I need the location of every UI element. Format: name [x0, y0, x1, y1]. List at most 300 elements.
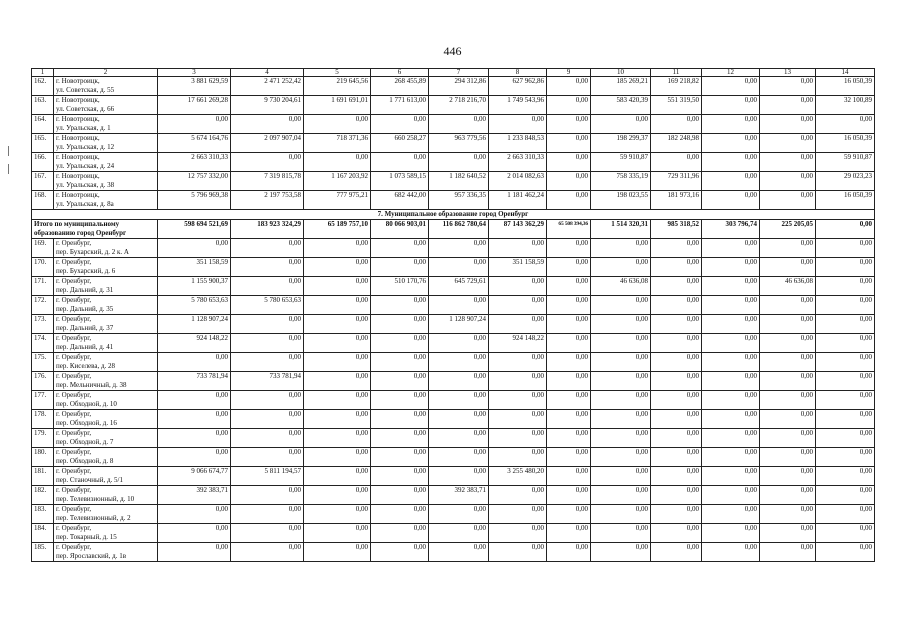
- cell-value: 0,00: [547, 258, 591, 277]
- cell-value: 0,00: [760, 115, 816, 134]
- cell-value: 7 319 815,78: [231, 172, 304, 191]
- cell-value: 12 757 332,00: [158, 172, 231, 191]
- cell-value: 1 167 203,92: [304, 172, 371, 191]
- cell-value: 0,00: [702, 277, 760, 296]
- row-number: 172.: [32, 296, 54, 315]
- cell-value: 0,00: [760, 391, 816, 410]
- table-row: [32, 448, 875, 467]
- row-number: 169.: [32, 239, 54, 258]
- table-row: [32, 277, 875, 296]
- cell-value: 0,00: [429, 391, 489, 410]
- cell-value: 0,00: [702, 239, 760, 258]
- cell-value: 0,00: [591, 353, 651, 372]
- row-address: г. Оренбург, пер. Телевизионный, д. 10: [54, 486, 158, 505]
- cell-value: 0,00: [547, 315, 591, 334]
- cell-value: 0,00: [547, 191, 591, 210]
- cell-value: 2 718 216,70: [429, 96, 489, 115]
- row-address: г. Новотроицк, ул. Советская, д. 66: [54, 96, 158, 115]
- cell-value: 0,00: [591, 410, 651, 429]
- cell-value: 0,00: [304, 391, 371, 410]
- cell-value: 185 269,21: [591, 77, 651, 96]
- cell-value: 0,00: [371, 153, 429, 172]
- cell-value: 0,00: [591, 296, 651, 315]
- total-value: 183 923 324,29: [231, 220, 304, 239]
- cell-value: 0,00: [371, 372, 429, 391]
- cell-value: 0,00: [547, 115, 591, 134]
- cell-value: 0,00: [816, 353, 875, 372]
- cell-value: 0,00: [651, 543, 702, 562]
- cell-value: 0,00: [702, 115, 760, 134]
- cell-value: 0,00: [304, 410, 371, 429]
- cell-value: 0,00: [371, 334, 429, 353]
- table-row: [32, 372, 875, 391]
- cell-value: 0,00: [489, 391, 547, 410]
- cell-value: 0,00: [304, 315, 371, 334]
- cell-value: 0,00: [158, 353, 231, 372]
- cell-value: 0,00: [429, 372, 489, 391]
- cell-value: 0,00: [591, 391, 651, 410]
- cell-value: 0,00: [702, 467, 760, 486]
- cell-value: 0,00: [816, 467, 875, 486]
- section-title: 7. Муниципальное образование город Оренбург: [32, 210, 875, 220]
- cell-value: 718 371,36: [304, 134, 371, 153]
- cell-value: 0,00: [371, 543, 429, 562]
- total-value: 65 189 757,10: [304, 220, 371, 239]
- cell-value: 0,00: [591, 543, 651, 562]
- row-address: г. Оренбург, пер. Обходной, д. 10: [54, 391, 158, 410]
- cell-value: 0,00: [760, 191, 816, 210]
- cell-value: 0,00: [371, 353, 429, 372]
- total-value: 598 694 521,69: [158, 220, 231, 239]
- row-address: г. Оренбург, пер. Бухарский, д. 6: [54, 258, 158, 277]
- cell-value: 0,00: [760, 353, 816, 372]
- row-number: 182.: [32, 486, 54, 505]
- column-header: 1: [32, 69, 54, 77]
- cell-value: 392 383,71: [429, 486, 489, 505]
- cell-value: 0,00: [371, 296, 429, 315]
- cell-value: 0,00: [489, 372, 547, 391]
- cell-value: 0,00: [371, 410, 429, 429]
- cell-value: 59 910,87: [816, 153, 875, 172]
- cell-value: 2 471 252,42: [231, 77, 304, 96]
- cell-value: 1 691 691,01: [304, 96, 371, 115]
- cell-value: 0,00: [231, 153, 304, 172]
- cell-value: 0,00: [304, 353, 371, 372]
- table-row: [32, 96, 875, 115]
- table-row: [32, 239, 875, 258]
- cell-value: 1 749 543,96: [489, 96, 547, 115]
- cell-value: 0,00: [231, 239, 304, 258]
- cell-value: 3 881 629,59: [158, 77, 231, 96]
- cell-value: 0,00: [591, 429, 651, 448]
- cell-value: 963 779,56: [429, 134, 489, 153]
- cell-value: 0,00: [547, 486, 591, 505]
- cell-value: 0,00: [304, 429, 371, 448]
- cell-value: 0,00: [760, 543, 816, 562]
- table-row: [32, 429, 875, 448]
- cell-value: 0,00: [304, 277, 371, 296]
- cell-value: 0,00: [760, 505, 816, 524]
- cell-value: 0,00: [429, 429, 489, 448]
- cell-value: 0,00: [760, 315, 816, 334]
- total-value: 985 318,52: [651, 220, 702, 239]
- cell-value: 0,00: [304, 448, 371, 467]
- cell-value: 0,00: [304, 505, 371, 524]
- cell-value: 0,00: [231, 115, 304, 134]
- cell-value: 0,00: [231, 448, 304, 467]
- cell-value: 198 299,37: [591, 134, 651, 153]
- cell-value: 0,00: [304, 467, 371, 486]
- cell-value: 351 158,59: [489, 258, 547, 277]
- cell-value: 0,00: [591, 505, 651, 524]
- table-row: [32, 134, 875, 153]
- cell-value: 0,00: [702, 258, 760, 277]
- cell-value: 729 311,96: [651, 172, 702, 191]
- table-row: [32, 77, 875, 96]
- cell-value: 0,00: [547, 391, 591, 410]
- cell-value: 0,00: [547, 410, 591, 429]
- cell-value: 0,00: [816, 277, 875, 296]
- cell-value: 0,00: [547, 372, 591, 391]
- row-address: г. Оренбург, пер. Токарный, д. 15: [54, 524, 158, 543]
- cell-value: 733 781,94: [231, 372, 304, 391]
- row-number: 183.: [32, 505, 54, 524]
- cell-value: 0,00: [231, 486, 304, 505]
- row-number: 173.: [32, 315, 54, 334]
- table-row: [32, 315, 875, 334]
- total-value: 225 205,05: [760, 220, 816, 239]
- cell-value: 0,00: [760, 134, 816, 153]
- cell-value: 392 383,71: [158, 486, 231, 505]
- table-row: [32, 258, 875, 277]
- cell-value: 0,00: [231, 505, 304, 524]
- row-number: 171.: [32, 277, 54, 296]
- cell-value: 0,00: [231, 429, 304, 448]
- cell-value: 733 781,94: [158, 372, 231, 391]
- cell-value: 0,00: [760, 172, 816, 191]
- cell-value: 0,00: [760, 467, 816, 486]
- cell-value: 0,00: [547, 153, 591, 172]
- row-address: г. Оренбург, пер. Дальний, д. 31: [54, 277, 158, 296]
- cell-value: 9 730 204,61: [231, 96, 304, 115]
- column-header: 10: [591, 69, 651, 77]
- cell-value: 198 023,55: [591, 191, 651, 210]
- cell-value: 0,00: [429, 296, 489, 315]
- cell-value: 0,00: [231, 524, 304, 543]
- cell-value: 3 255 480,20: [489, 467, 547, 486]
- table-row: [32, 543, 875, 562]
- row-number: 175.: [32, 353, 54, 372]
- row-address: г. Оренбург, пер. Станочный, д. 5/1: [54, 467, 158, 486]
- cell-value: 0,00: [591, 115, 651, 134]
- cell-value: 0,00: [702, 172, 760, 191]
- cell-value: 16 050,39: [816, 134, 875, 153]
- cell-value: 0,00: [651, 524, 702, 543]
- row-number: 185.: [32, 543, 54, 562]
- cell-value: 0,00: [158, 115, 231, 134]
- table-row: [32, 334, 875, 353]
- cell-value: 0,00: [429, 524, 489, 543]
- cell-value: 5 796 969,38: [158, 191, 231, 210]
- cell-value: 0,00: [702, 153, 760, 172]
- total-value: 0,00: [816, 220, 875, 239]
- cell-value: 0,00: [547, 353, 591, 372]
- cell-value: 0,00: [371, 448, 429, 467]
- cell-value: 0,00: [547, 277, 591, 296]
- cell-value: 0,00: [489, 524, 547, 543]
- cell-value: 0,00: [158, 448, 231, 467]
- row-number: 166.: [32, 153, 54, 172]
- cell-value: 551 319,50: [651, 96, 702, 115]
- header-row: [32, 69, 875, 77]
- cell-value: 1 128 907,24: [429, 315, 489, 334]
- cell-value: 0,00: [651, 277, 702, 296]
- cell-value: 0,00: [651, 410, 702, 429]
- row-number: 180.: [32, 448, 54, 467]
- cell-value: 0,00: [547, 543, 591, 562]
- cell-value: 0,00: [702, 505, 760, 524]
- cell-value: 0,00: [760, 429, 816, 448]
- cell-value: 0,00: [702, 191, 760, 210]
- cell-value: 0,00: [816, 429, 875, 448]
- data-table: [31, 68, 875, 562]
- cell-value: 0,00: [816, 505, 875, 524]
- cell-value: 645 729,61: [429, 277, 489, 296]
- column-header: 9: [547, 69, 591, 77]
- table-row: [32, 410, 875, 429]
- cell-value: 0,00: [651, 153, 702, 172]
- margin-marks: [8, 146, 14, 182]
- cell-value: 627 962,86: [489, 77, 547, 96]
- cell-value: 0,00: [547, 77, 591, 96]
- cell-value: 0,00: [816, 334, 875, 353]
- cell-value: 0,00: [304, 296, 371, 315]
- row-address: г. Оренбург, пер. Обходной, д. 8: [54, 448, 158, 467]
- cell-value: 9 066 674,77: [158, 467, 231, 486]
- cell-value: 0,00: [591, 486, 651, 505]
- cell-value: 957 336,35: [429, 191, 489, 210]
- cell-value: 0,00: [651, 372, 702, 391]
- cell-value: 0,00: [702, 543, 760, 562]
- row-number: 164.: [32, 115, 54, 134]
- cell-value: 758 335,19: [591, 172, 651, 191]
- cell-value: 29 023,23: [816, 172, 875, 191]
- cell-value: 0,00: [816, 258, 875, 277]
- cell-value: 0,00: [760, 334, 816, 353]
- cell-value: 0,00: [651, 448, 702, 467]
- cell-value: 0,00: [702, 524, 760, 543]
- cell-value: 0,00: [304, 239, 371, 258]
- cell-value: 169 218,82: [651, 77, 702, 96]
- cell-value: 46 636,08: [760, 277, 816, 296]
- cell-value: 0,00: [429, 353, 489, 372]
- cell-value: 0,00: [760, 77, 816, 96]
- cell-value: 0,00: [429, 153, 489, 172]
- cell-value: 5 674 164,76: [158, 134, 231, 153]
- cell-value: 16 050,39: [816, 191, 875, 210]
- cell-value: 0,00: [371, 115, 429, 134]
- cell-value: 0,00: [231, 334, 304, 353]
- cell-value: 0,00: [591, 315, 651, 334]
- cell-value: 0,00: [371, 429, 429, 448]
- row-number: 162.: [32, 77, 54, 96]
- cell-value: 0,00: [702, 372, 760, 391]
- column-header: 11: [651, 69, 702, 77]
- cell-value: 0,00: [547, 134, 591, 153]
- cell-value: 0,00: [816, 296, 875, 315]
- total-value: 87 143 362,29: [489, 220, 547, 239]
- table-row: [32, 353, 875, 372]
- cell-value: 0,00: [489, 353, 547, 372]
- cell-value: 5 780 653,63: [231, 296, 304, 315]
- cell-value: 0,00: [304, 486, 371, 505]
- row-address: г. Оренбург, пер. Обходной, д. 16: [54, 410, 158, 429]
- cell-value: 268 455,89: [371, 77, 429, 96]
- cell-value: 59 910,87: [591, 153, 651, 172]
- cell-value: 0,00: [158, 391, 231, 410]
- cell-value: 0,00: [547, 239, 591, 258]
- cell-value: 0,00: [547, 505, 591, 524]
- cell-value: 0,00: [231, 391, 304, 410]
- table-row: [32, 115, 875, 134]
- column-header: 5: [304, 69, 371, 77]
- total-value: 1 514 320,31: [591, 220, 651, 239]
- row-number: 179.: [32, 429, 54, 448]
- cell-value: 5 811 194,57: [231, 467, 304, 486]
- table-row: [32, 391, 875, 410]
- cell-value: 0,00: [816, 524, 875, 543]
- cell-value: 16 050,39: [816, 77, 875, 96]
- cell-value: 46 636,08: [591, 277, 651, 296]
- cell-value: 0,00: [158, 239, 231, 258]
- cell-value: 0,00: [489, 239, 547, 258]
- cell-value: 0,00: [760, 524, 816, 543]
- cell-value: 0,00: [547, 296, 591, 315]
- cell-value: 583 420,39: [591, 96, 651, 115]
- row-address: г. Оренбург, пер. Бухарский, д. 2 к. А: [54, 239, 158, 258]
- cell-value: 0,00: [489, 505, 547, 524]
- row-address: г. Оренбург, пер. Телевизионный, д. 2: [54, 505, 158, 524]
- cell-value: 2 663 310,33: [489, 153, 547, 172]
- cell-value: 0,00: [702, 134, 760, 153]
- cell-value: 0,00: [231, 258, 304, 277]
- cell-value: 5 780 653,63: [158, 296, 231, 315]
- column-header: 8: [489, 69, 547, 77]
- cell-value: 0,00: [591, 372, 651, 391]
- cell-value: 0,00: [702, 410, 760, 429]
- cell-value: 0,00: [429, 334, 489, 353]
- cell-value: 0,00: [547, 467, 591, 486]
- cell-value: 0,00: [371, 524, 429, 543]
- row-address: г. Оренбург, пер. Киселева, д. 28: [54, 353, 158, 372]
- cell-value: 0,00: [651, 429, 702, 448]
- total-value: 65 508 394,36: [547, 220, 591, 239]
- row-address: г. Новотроицк, ул. Уральская, д. 1: [54, 115, 158, 134]
- row-number: 181.: [32, 467, 54, 486]
- cell-value: 0,00: [760, 448, 816, 467]
- cell-value: 0,00: [304, 543, 371, 562]
- column-header: 13: [760, 69, 816, 77]
- cell-value: 0,00: [760, 410, 816, 429]
- cell-value: 1 073 589,15: [371, 172, 429, 191]
- table-row: [32, 153, 875, 172]
- cell-value: 682 442,00: [371, 191, 429, 210]
- page-number: 446: [443, 44, 462, 58]
- cell-value: 0,00: [429, 505, 489, 524]
- row-address: г. Оренбург, пер. Дальний, д. 41: [54, 334, 158, 353]
- cell-value: 1 771 613,00: [371, 96, 429, 115]
- cell-value: 0,00: [429, 410, 489, 429]
- cell-value: 0,00: [591, 448, 651, 467]
- column-header: 7: [429, 69, 489, 77]
- cell-value: 0,00: [816, 391, 875, 410]
- column-header: 2: [54, 69, 158, 77]
- cell-value: 0,00: [702, 391, 760, 410]
- cell-value: 0,00: [158, 505, 231, 524]
- cell-value: 0,00: [158, 429, 231, 448]
- cell-value: 924 148,22: [489, 334, 547, 353]
- cell-value: 1 181 462,24: [489, 191, 547, 210]
- cell-value: 0,00: [547, 96, 591, 115]
- column-header: 12: [702, 69, 760, 77]
- table-body: [32, 69, 875, 562]
- row-address: г. Оренбург, пер. Ярославский, д. 1в: [54, 543, 158, 562]
- cell-value: 0,00: [489, 410, 547, 429]
- cell-value: 0,00: [371, 467, 429, 486]
- cell-value: 0,00: [231, 410, 304, 429]
- cell-value: 0,00: [760, 96, 816, 115]
- row-address: г. Новотроицк, ул. Уральская, д. 12: [54, 134, 158, 153]
- table-row: [32, 467, 875, 486]
- cell-value: 0,00: [489, 429, 547, 448]
- cell-value: 0,00: [371, 315, 429, 334]
- row-number: 167.: [32, 172, 54, 191]
- column-header: 4: [231, 69, 304, 77]
- cell-value: 0,00: [591, 334, 651, 353]
- row-number: 174.: [32, 334, 54, 353]
- cell-value: 0,00: [816, 543, 875, 562]
- row-address: г. Оренбург, пер. Дальний, д. 35: [54, 296, 158, 315]
- cell-value: 0,00: [816, 115, 875, 134]
- cell-value: 32 100,89: [816, 96, 875, 115]
- cell-value: 0,00: [591, 239, 651, 258]
- cell-value: 0,00: [489, 448, 547, 467]
- table-row: [32, 505, 875, 524]
- row-address: г. Новотроицк, ул. Уральская, д. 24: [54, 153, 158, 172]
- cell-value: 0,00: [547, 429, 591, 448]
- cell-value: 0,00: [816, 410, 875, 429]
- cell-value: 0,00: [304, 115, 371, 134]
- cell-value: 0,00: [547, 334, 591, 353]
- cell-value: 0,00: [651, 486, 702, 505]
- cell-value: 0,00: [760, 239, 816, 258]
- row-number: 170.: [32, 258, 54, 277]
- cell-value: 0,00: [429, 258, 489, 277]
- table-row: [32, 296, 875, 315]
- row-number: 165.: [32, 134, 54, 153]
- cell-value: 0,00: [760, 153, 816, 172]
- cell-value: 0,00: [651, 315, 702, 334]
- row-address: г. Оренбург, пер. Обходной, д. 7: [54, 429, 158, 448]
- cell-value: 0,00: [816, 448, 875, 467]
- cell-value: 0,00: [158, 543, 231, 562]
- cell-value: 0,00: [371, 239, 429, 258]
- cell-value: 0,00: [547, 524, 591, 543]
- cell-value: 0,00: [489, 315, 547, 334]
- table-row: [32, 524, 875, 543]
- row-number: 178.: [32, 410, 54, 429]
- cell-value: 2 014 082,63: [489, 172, 547, 191]
